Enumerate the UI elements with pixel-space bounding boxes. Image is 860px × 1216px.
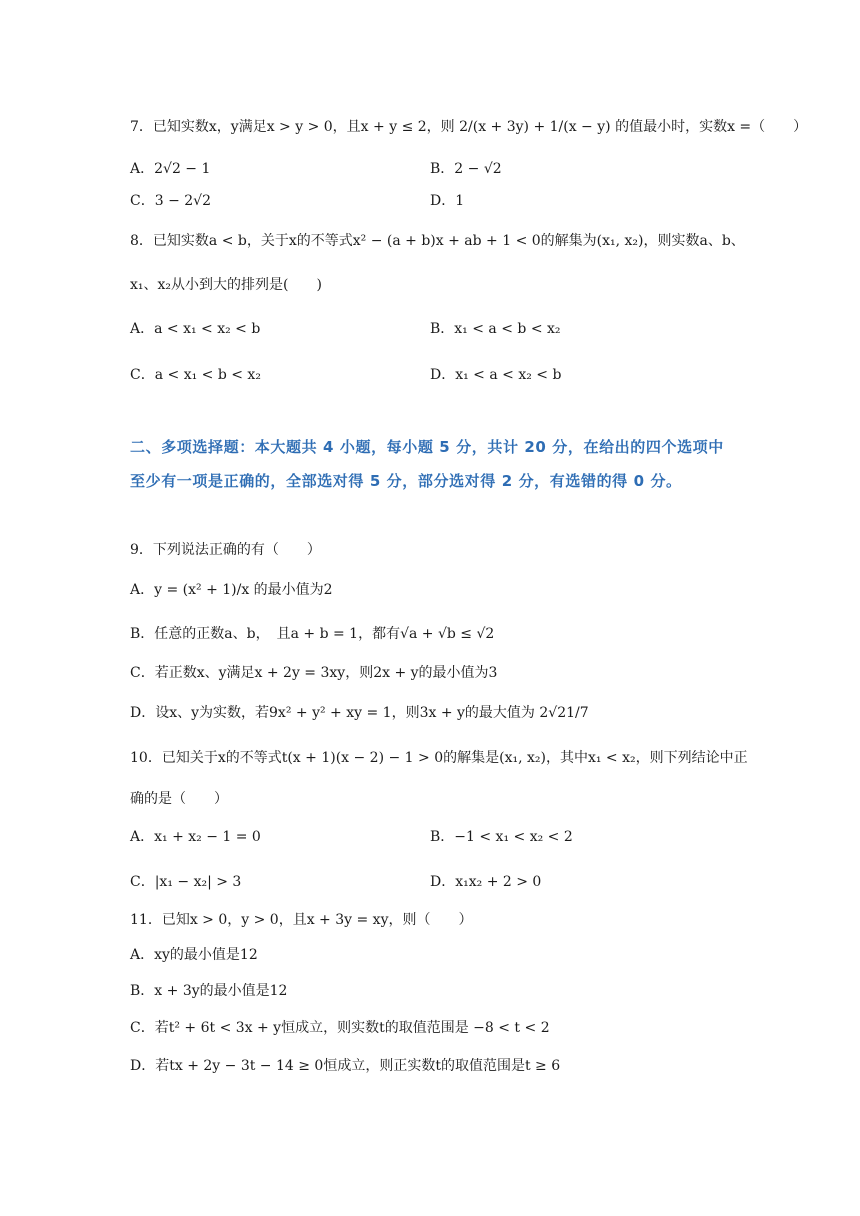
question-9-option-c: C．若正数x、y满足x + 2y = 3xy，则2x + y的最小值为3 — [130, 665, 498, 681]
question-8-stem-continued: x₁、x₂从小到大的排列是( ) — [130, 277, 322, 293]
question-8-option-c: C．a < x₁ < b < x₂ — [130, 367, 261, 383]
question-8-option-a: A．a < x₁ < x₂ < b — [130, 321, 261, 337]
question-11-option-c: C．若t² + 6t < 3x + y恒成立，则实数t的取值范围是 −8 < t < 2 — [130, 1020, 550, 1036]
section-heading: 二、多项选择题：本大题共 4 小题，每小题 5 分，共计 20 分，在给出的四个选项中至少有一项是正确的，全部选对得 5 分，部分选对得 2 分，有选错的得 0 分。 — [130, 438, 724, 490]
question-10-option-d: D．x₁x₂ + 2 > 0 — [430, 874, 542, 890]
question-11-stem: 11．已知x > 0，y > 0，且x + 3y = xy，则（ ） — [130, 912, 473, 928]
question-10-stem-continued: 确的是（ ） — [130, 791, 228, 807]
question-7-stem: 7．已知实数x，y满足x > y > 0，且x + y ≤ 2，则 2/(x + 3y) + 1/(x − y) 的值最小时，实数x =（ ） — [130, 119, 808, 135]
question-8-option-b: B．x₁ < a < b < x₂ — [430, 321, 561, 337]
question-11-option-b: B．x + 3y的最小值是12 — [130, 983, 288, 999]
question-10-stem: 10．已知关于x的不等式t(x + 1)(x − 2) − 1 > 0的解集是(x₁, x₂)，其中x₁ < x₂，则下列结论中正 — [130, 750, 748, 766]
question-8-option-d: D．x₁ < a < x₂ < b — [430, 367, 562, 383]
question-9-stem: 9．下列说法正确的有（ ） — [130, 542, 321, 558]
question-11-option-d: D．若tx + 2y − 3t − 14 ≥ 0恒成立，则正实数t的取值范围是t ≥ 6 — [130, 1058, 561, 1074]
question-9-option-d: D．设x、y为实数，若9x² + y² + xy = 1，则3x + y的最大值为 2√21/7 — [130, 705, 589, 721]
question-9-option-b: B．任意的正数a、b， 且a + b = 1，都有√a + √b ≤ √2 — [130, 626, 495, 642]
question-11-option-a: A．xy的最小值是12 — [130, 947, 258, 963]
question-10-option-b: B．−1 < x₁ < x₂ < 2 — [430, 829, 573, 845]
question-7-option-c: C．3 − 2√2 — [130, 193, 211, 209]
question-10-option-c: C．|x₁ − x₂| > 3 — [130, 874, 242, 890]
question-9-option-a: A．y = (x² + 1)/x 的最小值为2 — [130, 582, 333, 598]
question-7-option-b: B．2 − √2 — [430, 161, 502, 177]
question-8-stem: 8．已知实数a < b，关于x的不等式x² − (a + b)x + ab + 1 < 0的解集为(x₁, x₂)，则实数a、b、 — [130, 233, 745, 249]
question-7-option-d: D．1 — [430, 193, 465, 209]
question-10-option-a: A．x₁ + x₂ − 1 = 0 — [130, 829, 261, 845]
question-7-option-a: A．2√2 − 1 — [130, 161, 211, 177]
